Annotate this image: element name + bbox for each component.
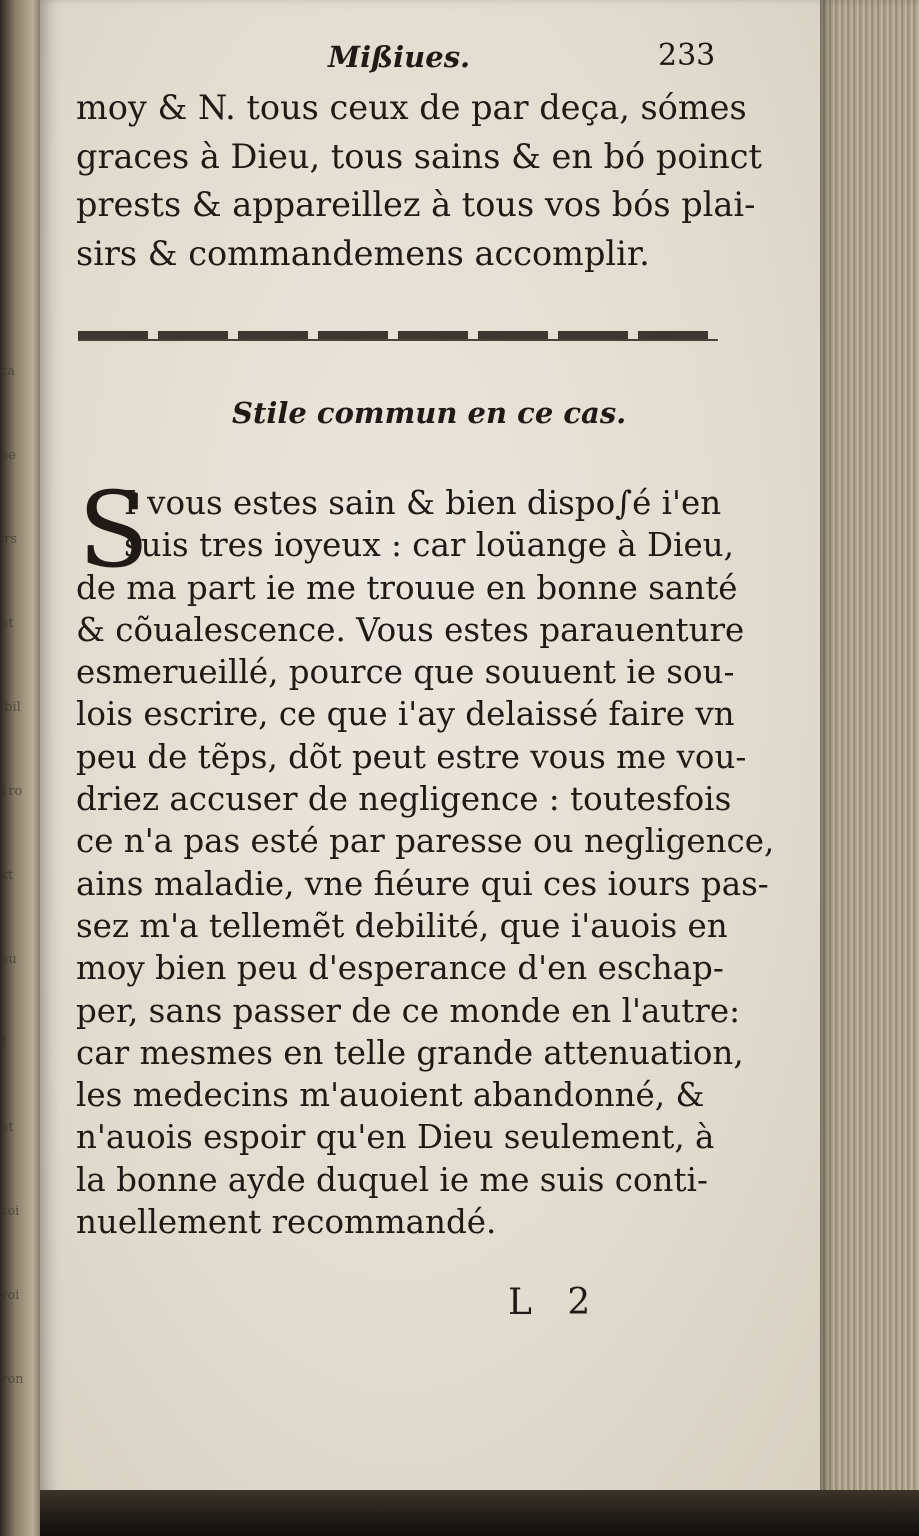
text-line: de ma part ie me trouue en bonne santé (76, 568, 738, 607)
text-line: ce n'a pas esté par paresse ou negligence, (76, 822, 775, 861)
page-number: 233 (658, 38, 716, 73)
text-line: suis tres ioyeux : car loüange à Dieu, (124, 526, 734, 565)
text-line: lois escrire, ce que i'ay delaissé faire vn (76, 695, 735, 734)
book-page (40, 0, 840, 1536)
previous-page-text-fragments: ca he irs nt ibil 1ro kt nu 1 nt coi voi von (0, 364, 24, 1387)
text-line: moy bien peu d'esperance d'en eschap- (76, 949, 724, 988)
text-line: driez accuser de negligence : toutesfois (76, 780, 732, 819)
previous-page-edge (0, 0, 44, 1536)
text-line: nuellement recommandé. (76, 1203, 497, 1242)
body-paragraph (76, 469, 776, 1243)
text-line: I vous estes sain & bien dispo∫é i'en (124, 484, 722, 522)
text-line: car mesmes en telle grande attenuation, (76, 1033, 744, 1072)
text-line: moy & N. tous ceux de par deça, sómes (76, 88, 747, 127)
text-line: esmerueillé, pource que souuent ie sou- (76, 653, 735, 692)
text-line: la bonne ayde duquel ie me suis conti- (76, 1160, 708, 1199)
letter-closing-paragraph (76, 84, 776, 278)
page-block-edge (820, 0, 919, 1536)
text-line: les medecins m'auoient abandonné, & (76, 1076, 705, 1115)
text-line: peu de tẽps, dõt peut estre vous me vou- (76, 737, 747, 776)
ornamental-rule (78, 331, 718, 341)
text-line: ains maladie, vne fiéure qui ces iours pas- (76, 864, 769, 903)
text-line: sez m'a tellemẽt debilité, que i'auois en (76, 906, 728, 945)
text-line: n'auois espoir qu'en Dieu seulement, à (76, 1118, 715, 1157)
running-head (40, 40, 800, 80)
text-line: sirs & commandemens accomplir. (76, 233, 650, 273)
section-heading: Stile commun en ce cas. (232, 396, 627, 430)
signature-mark: L 2 (508, 1282, 603, 1323)
drop-cap: S (78, 469, 150, 591)
page-bottom-shadow (40, 1490, 919, 1536)
text-line: & cõualescence. Vous estes parauenture (76, 610, 745, 649)
text-line: per, sans passer de ce monde en l'autre: (76, 991, 741, 1030)
running-title: Mißiues. (328, 40, 471, 74)
text-line: graces à Dieu, tous sains & en bó poinct (76, 136, 762, 176)
text-line: prests & appareillez à tous vos bós plai- (76, 185, 756, 224)
